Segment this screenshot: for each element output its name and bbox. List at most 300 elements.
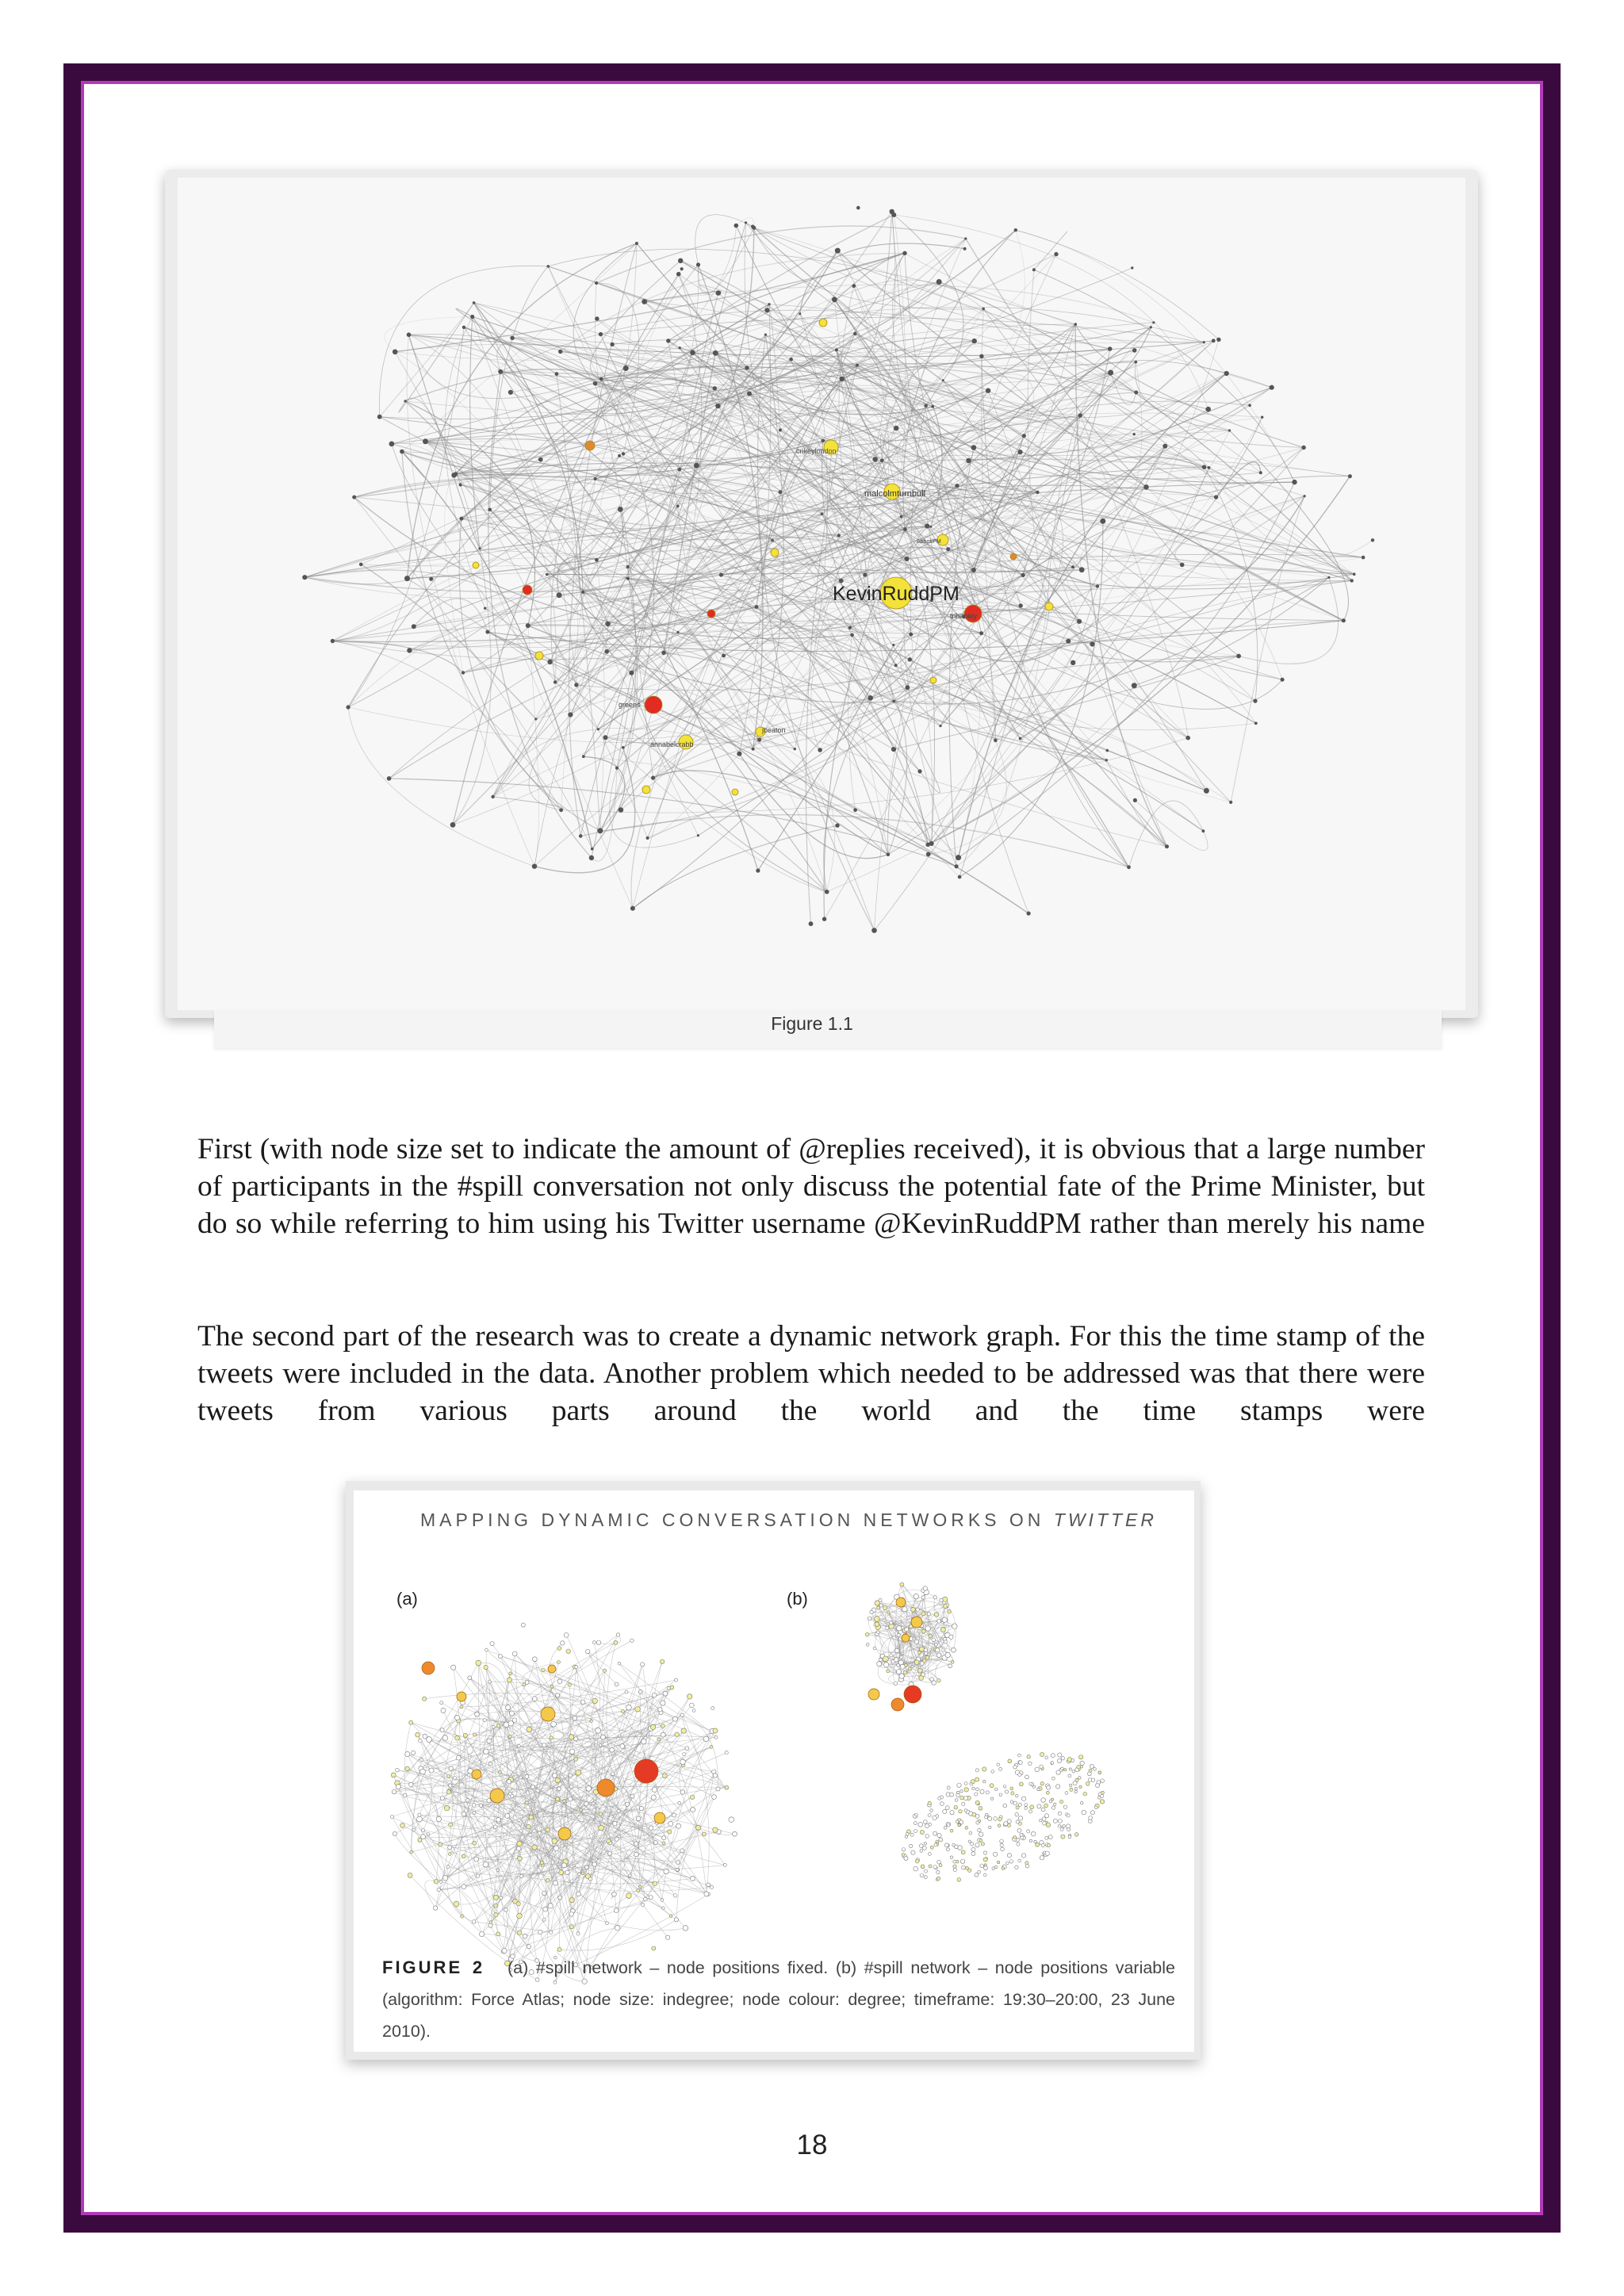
isolate-node (944, 1843, 948, 1847)
isolate-node (1100, 1800, 1104, 1804)
network-node (1304, 495, 1306, 497)
network-edge (393, 1775, 439, 1820)
network-node (460, 1705, 463, 1709)
network-node (626, 565, 630, 568)
network-hub-node (891, 1698, 904, 1711)
network-node (433, 1906, 437, 1910)
network-node (1134, 391, 1138, 395)
network-node (525, 1801, 528, 1804)
network-node (529, 1815, 534, 1820)
network-node (949, 1635, 953, 1639)
isolate-node (924, 1876, 927, 1879)
network-node (691, 1808, 695, 1812)
network-node (404, 400, 406, 402)
network-node (681, 1728, 686, 1733)
isolate-node (999, 1793, 1002, 1796)
network-hub-node (457, 1692, 466, 1701)
isolate-node (1019, 1761, 1023, 1765)
network-node (1261, 416, 1263, 419)
network-node (662, 1774, 667, 1778)
isolate-node (1010, 1800, 1013, 1804)
network-hub-node (896, 1598, 906, 1607)
network-node (509, 1792, 512, 1795)
network-node (1236, 654, 1241, 659)
network-node (737, 752, 741, 756)
network-node (680, 1713, 684, 1716)
network-hub-node (585, 441, 595, 450)
network-node (488, 1680, 491, 1683)
network-node (1090, 641, 1094, 646)
network-edge (486, 1650, 557, 1695)
isolate-node (1036, 1843, 1040, 1846)
network-node (1096, 584, 1099, 587)
network-hub-node (597, 1779, 615, 1797)
network-graph-1 (178, 178, 1465, 1010)
isolate-node (1015, 1812, 1019, 1816)
isolate-node (910, 1844, 913, 1847)
network-node (512, 1651, 517, 1656)
network-node (496, 1724, 500, 1728)
isolate-node (950, 1793, 954, 1797)
network-node (568, 1683, 571, 1686)
network-node (722, 654, 726, 658)
network-node (1105, 759, 1108, 761)
network-node (476, 1874, 479, 1877)
network-node (569, 1774, 573, 1777)
isolate-node (1047, 1843, 1050, 1846)
network-node (622, 746, 625, 749)
isolate-node (915, 1859, 919, 1863)
network-node (661, 1732, 665, 1737)
network-node (553, 1881, 557, 1885)
network-node (937, 1620, 941, 1624)
network-node (942, 1597, 947, 1601)
network-node (871, 928, 877, 933)
network-node (459, 517, 463, 521)
network-node (921, 1596, 925, 1599)
isolate-node (921, 1865, 925, 1869)
network-node (626, 1705, 632, 1710)
network-node (393, 1831, 396, 1835)
isolate-node (978, 1870, 981, 1873)
isolate-node (960, 1790, 963, 1793)
isolate-node (964, 1809, 967, 1812)
network-node (902, 1607, 907, 1612)
network-node (903, 1671, 906, 1674)
isolate-node (1053, 1819, 1057, 1823)
network-node (891, 747, 896, 752)
network-node (454, 472, 458, 476)
network-node (437, 1888, 440, 1891)
network-node (641, 1663, 645, 1667)
network-node (603, 735, 608, 740)
isolate-node (940, 1802, 944, 1806)
network-node (651, 1795, 656, 1800)
network-node (1152, 321, 1155, 323)
isolate-node (1086, 1782, 1090, 1786)
network-node (670, 1686, 674, 1689)
network-node (1071, 660, 1075, 665)
network-hub-node (634, 1759, 658, 1783)
network-node (618, 507, 623, 512)
network-node (1108, 346, 1113, 351)
isolate-node (1041, 1808, 1045, 1812)
network-node (909, 633, 913, 637)
network-node (416, 1732, 420, 1737)
isolate-node (1060, 1800, 1063, 1804)
network-node (745, 365, 749, 369)
isolate-node (1070, 1788, 1073, 1791)
isolate-node (920, 1873, 924, 1877)
network-node (1162, 444, 1167, 449)
network-node (688, 1694, 692, 1699)
network-node (484, 607, 486, 610)
isolate-node (1031, 1831, 1036, 1836)
isolate-node (1055, 1785, 1059, 1789)
network-node (865, 1632, 869, 1636)
isolate-node (955, 1799, 958, 1802)
network-node (455, 1715, 460, 1720)
isolate-node (993, 1852, 997, 1856)
network-node (695, 1825, 700, 1830)
network-node (556, 1693, 560, 1697)
network-node (418, 1813, 421, 1816)
network-node (1074, 323, 1078, 326)
network-node (685, 1747, 689, 1751)
network-node (542, 1668, 546, 1672)
network-node (610, 1747, 615, 1752)
isolate-node (983, 1858, 987, 1862)
network-node (887, 1611, 890, 1614)
network-node (680, 1849, 684, 1853)
network-node (1036, 491, 1039, 494)
network-node (359, 563, 363, 567)
network-node (555, 372, 559, 376)
network-node (678, 468, 682, 472)
network-node (799, 312, 801, 315)
network-node (637, 1889, 640, 1892)
network-node (900, 1655, 903, 1659)
isolate-node (1040, 1765, 1043, 1768)
network-node (683, 1753, 686, 1756)
network-node (921, 1612, 925, 1616)
network-node (429, 1768, 434, 1773)
network-node (523, 1934, 527, 1938)
isolate-node (1018, 1859, 1021, 1862)
network-node (929, 526, 932, 528)
network-node (612, 1892, 617, 1896)
network-node (557, 1787, 561, 1791)
network-hub-node (535, 652, 543, 660)
network-node (658, 1708, 662, 1712)
network-node (955, 864, 959, 868)
network-node (559, 808, 563, 812)
isolate-node (1067, 1824, 1071, 1828)
network-node (692, 1709, 695, 1712)
isolate-node (1083, 1792, 1087, 1796)
body-paragraph-2-text: The second part of the research was to create a dynamic network graph. For this the time stamp of the tweets were included in the data. Another problem which needed to be addressed was that there were tweets from various parts around the world and the time stamps were (197, 1320, 1425, 1427)
isolate-node (990, 1797, 993, 1800)
network-node (485, 630, 489, 634)
network-node (879, 1598, 882, 1601)
network-node (617, 1809, 620, 1812)
network-node (676, 1868, 679, 1871)
network-node (716, 290, 722, 296)
network-node (725, 1785, 729, 1789)
network-node (496, 1932, 500, 1936)
network-node (926, 852, 931, 857)
isolate-node (1035, 1767, 1040, 1772)
network-node (1216, 338, 1220, 342)
isolate-node (937, 1877, 940, 1880)
network-node (418, 1838, 422, 1842)
isolate-node (930, 1846, 933, 1849)
network-node (1353, 572, 1356, 576)
network-node (916, 1608, 919, 1611)
network-hub-node (473, 562, 479, 568)
isolate-node (914, 1830, 917, 1833)
isolate-node (994, 1817, 998, 1821)
figure-2-caption-lead: FIGURE 2 (382, 1957, 485, 1977)
network-node (651, 776, 655, 780)
network-node (933, 1596, 936, 1599)
network-node (892, 700, 895, 703)
network-node (963, 247, 967, 251)
network-node (697, 834, 699, 836)
network-node (542, 1891, 546, 1895)
network-node (527, 1727, 532, 1732)
network-node (473, 1841, 477, 1845)
isolate-node (1065, 1792, 1068, 1795)
network-node (818, 748, 822, 752)
network-hub-node (558, 1827, 571, 1840)
network-node (710, 1745, 713, 1748)
network-node (439, 1843, 442, 1846)
network-node (929, 1634, 933, 1638)
network-node (903, 527, 907, 531)
figure-2-caption-text: (a) #spill network – node positions fixed. (b) #spill network – node positions variable (algorithm: Force Atlas; node size: indegree; node colour: degree; timeframe: 19:30–20:00, 23 June 2010). (382, 1958, 1175, 2041)
network-node (873, 457, 878, 461)
network-node (392, 1789, 396, 1793)
isolate-node (972, 1787, 975, 1789)
network-node (936, 1653, 941, 1658)
network-edge (348, 707, 534, 867)
isolate-node (902, 1848, 906, 1852)
network-node (604, 649, 609, 654)
network-node (674, 1918, 678, 1922)
isolate-node (1063, 1825, 1066, 1828)
isolate-node (936, 1815, 939, 1818)
network-hub-node (819, 319, 827, 327)
network-node (462, 671, 465, 674)
isolate-node (1042, 1817, 1046, 1821)
network-node (584, 1801, 589, 1806)
network-node (557, 1679, 562, 1684)
network-edge (933, 230, 1025, 407)
isolate-node (969, 1831, 972, 1835)
network-node (420, 1769, 426, 1774)
network-edge (588, 1651, 617, 1684)
isolate-node (957, 1783, 961, 1787)
isolate-node (1046, 1823, 1050, 1827)
isolate-node (1047, 1785, 1051, 1789)
network-node (569, 1898, 574, 1903)
network-node (629, 1874, 632, 1877)
network-node (516, 1846, 521, 1851)
network-node (873, 1647, 876, 1650)
network-node (653, 1841, 657, 1845)
isolate-node (924, 1843, 926, 1845)
network-node (559, 1870, 564, 1875)
network-hub-node (541, 1707, 555, 1721)
network-node (951, 1660, 954, 1663)
isolate-node (1052, 1777, 1055, 1780)
isolate-node (1040, 1782, 1044, 1785)
network-node (1202, 465, 1207, 469)
network-node (626, 577, 630, 580)
network-node (917, 1668, 922, 1673)
isolate-node (929, 1865, 932, 1868)
network-node (519, 1776, 523, 1779)
isolate-node (947, 1823, 950, 1827)
isolate-node (1096, 1784, 1100, 1788)
isolate-node (1008, 1759, 1012, 1763)
network-node (848, 626, 852, 629)
network-node (894, 664, 898, 667)
network-node (899, 1674, 904, 1678)
isolate-node (956, 1820, 959, 1823)
isolate-node (1089, 1769, 1092, 1772)
network-node (927, 1613, 930, 1616)
network-node (407, 648, 412, 652)
network-node (510, 336, 514, 340)
network-node (1259, 471, 1262, 474)
network-node (408, 1873, 412, 1877)
network-node (1228, 429, 1231, 431)
network-node (496, 1869, 500, 1872)
network-node (488, 508, 492, 512)
network-node (498, 1770, 501, 1774)
isolate-node (978, 1828, 981, 1831)
network-node (890, 1621, 893, 1624)
network-b-isolates (902, 1752, 1105, 1881)
network-node (507, 1678, 511, 1682)
network-node (475, 1712, 480, 1716)
isolate-node (928, 1814, 931, 1817)
isolate-node (1063, 1805, 1067, 1808)
network-node (565, 1870, 570, 1875)
network-node (448, 1853, 451, 1856)
network-node (713, 1774, 717, 1777)
network-node (450, 822, 456, 828)
network-node (936, 1648, 940, 1652)
network-node (832, 297, 837, 303)
isolate-node (997, 1861, 999, 1863)
isolate-node (1021, 1854, 1025, 1858)
network-node (410, 1850, 413, 1854)
network-node (690, 1876, 695, 1881)
isolate-node (1037, 1788, 1040, 1790)
network-node (1019, 737, 1022, 740)
network-node (902, 251, 906, 255)
network-node (713, 1728, 718, 1733)
network-node (747, 392, 752, 396)
network-node (509, 1711, 514, 1716)
network-node (911, 1607, 916, 1612)
isolate-node (1045, 1836, 1048, 1839)
isolate-node (920, 1850, 923, 1853)
network-node (576, 1932, 580, 1935)
network-node (668, 1821, 673, 1826)
network-node (676, 505, 680, 508)
network-node (611, 1772, 615, 1776)
network-node (676, 272, 681, 277)
network-node (1362, 556, 1365, 560)
network-node (508, 390, 513, 395)
network-node (581, 1872, 584, 1875)
network-node (639, 1885, 642, 1888)
network-node (574, 1757, 578, 1761)
network-node (642, 299, 647, 304)
network-node (586, 1649, 590, 1653)
network-hub-node (654, 1812, 665, 1823)
network-node (914, 1660, 919, 1665)
isolate-node (1027, 1755, 1030, 1758)
network-node (347, 705, 350, 709)
isolate-node (961, 1850, 965, 1854)
network-node (661, 1724, 665, 1728)
network-node (558, 350, 562, 354)
isolate-node (944, 1826, 947, 1829)
network-hub-node (642, 786, 650, 794)
network-node (642, 1904, 645, 1907)
network-edge (426, 349, 1110, 442)
network-node (558, 1896, 562, 1900)
network-node (715, 404, 720, 408)
network-node (527, 1945, 530, 1949)
network-node (958, 875, 962, 879)
isolate-node (1091, 1811, 1095, 1815)
network-node (719, 572, 723, 576)
network-node (613, 1821, 618, 1826)
network-node (639, 1806, 643, 1810)
figure-1-image (178, 178, 1465, 1010)
network-node (1327, 576, 1330, 579)
network-node (964, 237, 967, 239)
network-node (542, 1743, 546, 1747)
isolate-node (964, 1782, 967, 1785)
network-edge (1034, 232, 1067, 270)
isolate-node (1067, 1758, 1072, 1762)
network-edge (682, 1715, 715, 1775)
isolate-node (957, 1791, 959, 1793)
isolate-node (998, 1817, 1002, 1821)
network-node (492, 1725, 496, 1728)
network-node (652, 1946, 656, 1950)
network-node (630, 1639, 634, 1642)
isolate-node (1016, 1794, 1019, 1797)
isolate-node (1068, 1835, 1071, 1839)
network-node (615, 767, 619, 770)
network-node (331, 639, 335, 643)
network-node (487, 1739, 492, 1743)
isolate-node (1072, 1770, 1075, 1774)
page-number: 18 (796, 2130, 828, 2160)
network-node (971, 568, 976, 572)
network-node (868, 1617, 871, 1621)
network-node (1021, 573, 1025, 577)
network-node (595, 316, 599, 320)
